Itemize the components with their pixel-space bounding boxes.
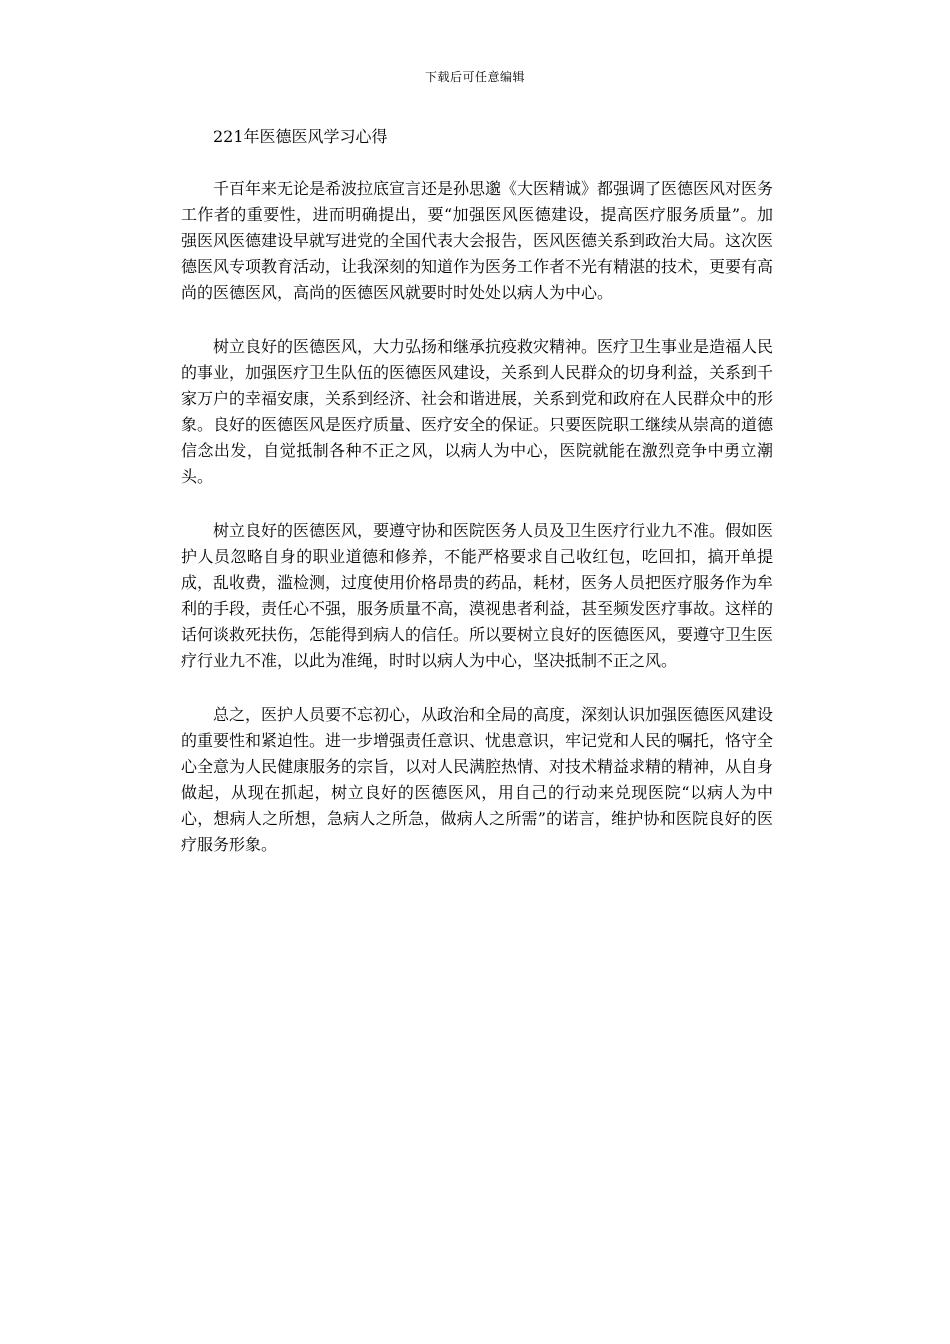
spacer: [181, 306, 773, 334]
header-note: 下载后可任意编辑: [424, 70, 525, 84]
spacer: [181, 150, 773, 176]
spacer: [181, 674, 773, 702]
paragraph-1: 千百年来无论是希波拉底宣言还是孙思邈《大医精诚》都强调了医德医风对医务工作者的重要性，进而明确提出，要“加强医风医德建设，提高医疗服务质量”。加强医风医德建设早就写进党的全国代表大会报告，医风医德关系到政治大局。这次医德医风专项教育活动，让我深刻的知道作为医务工作者不光有精湛的技术，更要有高尚的医德医风，高尚的医德医风就要时时处处以病人为中心。: [181, 179, 774, 302]
document-body: [181, 124, 773, 858]
paragraph-4: 总之，医护人员要不忘初心，从政治和全局的高度，深刻认识加强医德医风建设的重要性和紧迫性。进一步增强责任意识、忧患意识，牢记党和人民的嘱托，恪守全心全意为人民健康服务的宗旨，以对人民满腔热情、对技术精益求精的精神，从自身做起，从现在抓起，树立良好的医德医风，用自己的行动来兑现医院“以病人为中心，想病人之所想，急病人之所急，做病人之所需”的诺言，维护协和医院良好的医疗服务形象。: [181, 705, 774, 854]
paragraph-3: 树立良好的医德医风，要遵守协和医院医务人员及卫生医疗行业九不准。假如医护人员忽略自身的职业道德和修养，不能严格要求自己收红包，吃回扣，搞开单提成，乱收费，滥检测，过度使用价格昂贵的药品，耗材，医务人员把医疗服务作为牟利的手段，责任心不强，服务质量不高，漠视患者利益，甚至频发医疗事故。这样的话何谈救死扶伤，怎能得到病人的信任。所以要树立良好的医德医风，要遵守卫生医疗行业九不准，以此为准绳，时时以病人为中心，坚决抵制不正之风。: [181, 521, 774, 670]
spacer: [181, 490, 773, 518]
paragraph-2: 树立良好的医德医风，大力弘扬和继承抗疫救灾精神。医疗卫生事业是造福人民的事业，加强医疗卫生队伍的医德医风建设，关系到人民群众的切身利益，关系到千家万户的幸福安康，关系到经济、社会和谐进展，关系到党和政府在人民群众中的形象。良好的医德医风是医疗质量、医疗安全的保证。只要医院职工继续从崇高的道德信念出发，自觉抵制各种不正之风，以病人为中心，医院就能在激烈竞争中勇立潮头。: [181, 337, 774, 486]
document-title: 221年医德医风学习心得: [213, 127, 388, 146]
